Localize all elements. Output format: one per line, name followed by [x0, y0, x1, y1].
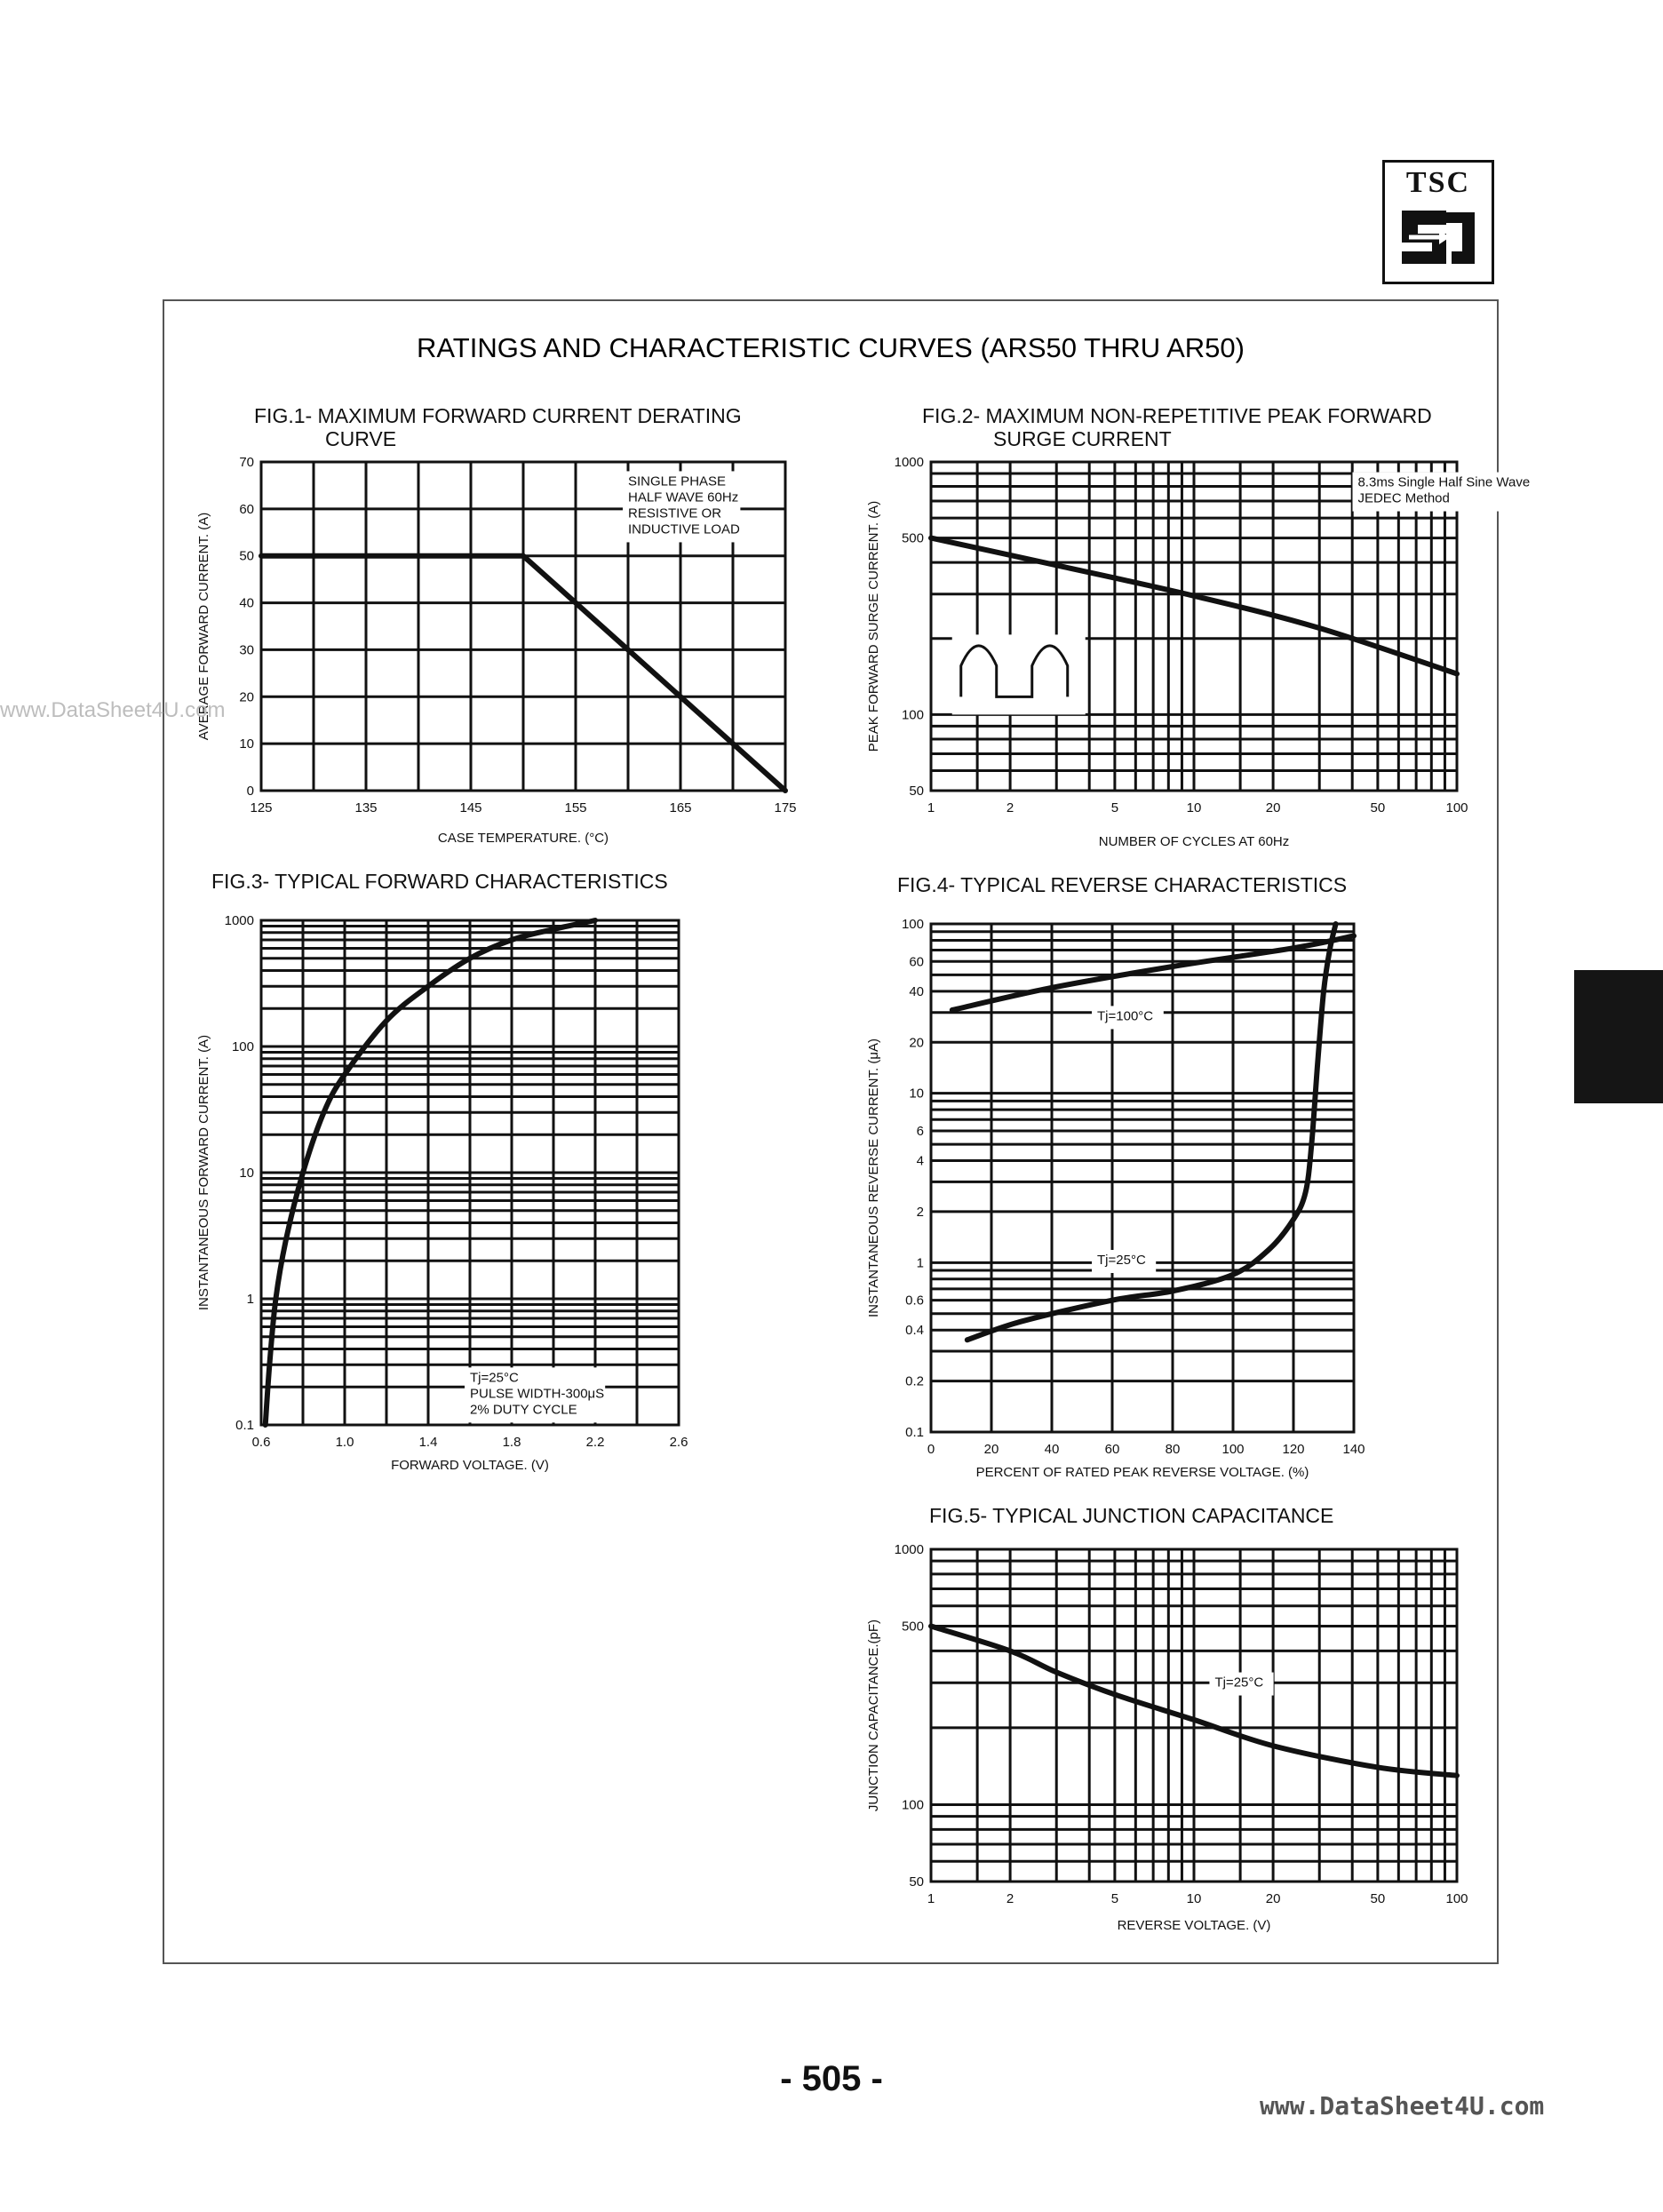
y-tick-label: 50 [239, 548, 254, 564]
x-tick-label: 20 [983, 1442, 999, 1457]
x-tick-label: 20 [1265, 1891, 1281, 1906]
x-tick-label: 80 [1165, 1442, 1181, 1457]
annotation-text: INDUCTIVE LOAD [628, 521, 740, 537]
y-axis-label: JUNCTION CAPACITANCE.(pF) [866, 1619, 881, 1812]
x-tick-label: 20 [1265, 800, 1281, 816]
y-tick-label: 50 [909, 784, 924, 799]
annotation-text: HALF WAVE 60Hz [628, 489, 739, 505]
annotation-text: Tj=25°C [1097, 1253, 1146, 1269]
x-tick-label: 120 [1282, 1442, 1305, 1457]
tsc-logo [1382, 160, 1494, 284]
y-tick-label: 100 [901, 917, 924, 932]
x-tick-label: 5 [1110, 800, 1119, 816]
chart-fig5 [866, 1504, 1468, 1933]
y-axis-label: PEAK FORWARD SURGE CURRENT. (A) [866, 500, 881, 752]
y-tick-label: 6 [916, 1123, 924, 1139]
chart-fig1 [196, 404, 797, 846]
y-tick-label: 60 [909, 954, 924, 970]
pulse-bg [952, 634, 1086, 714]
y-tick-label: 1000 [224, 913, 254, 928]
x-axis-label: PERCENT OF RATED PEAK REVERSE VOLTAGE. (%) [975, 1465, 1309, 1480]
x-tick-label: 2 [1006, 1891, 1015, 1906]
x-axis-label: FORWARD VOLTAGE. (V) [391, 1458, 549, 1473]
y-tick-label: 60 [239, 501, 254, 517]
y-tick-label: 100 [231, 1039, 254, 1054]
x-tick-label: 1.4 [418, 1435, 438, 1450]
annotation-text: 2% DUTY CYCLE [470, 1402, 577, 1418]
x-tick-label: 2.6 [669, 1435, 688, 1450]
chart-title: FIG.4- TYPICAL REVERSE CHARACTERISTICS [897, 873, 1348, 896]
annotation-text: Tj=25°C [470, 1370, 519, 1386]
y-tick-label: 30 [239, 642, 254, 658]
logo-text: TSC [1405, 166, 1471, 199]
x-tick-label: 1 [927, 800, 935, 816]
x-tick-label: 60 [1104, 1442, 1120, 1457]
y-tick-label: 1 [246, 1292, 254, 1307]
x-tick-label: 165 [669, 800, 692, 816]
y-tick-label: 20 [239, 689, 254, 705]
x-tick-label: 145 [459, 800, 482, 816]
x-axis-label: CASE TEMPERATURE. (°C) [437, 831, 609, 846]
y-tick-label: 500 [901, 1619, 924, 1635]
annotation-text: Tj=100°C [1097, 1008, 1154, 1024]
y-tick-label: 100 [901, 707, 924, 723]
y-tick-label: 0.1 [905, 1425, 924, 1440]
page-number: - 505 - [780, 2059, 883, 2098]
x-tick-label: 2 [1006, 800, 1015, 816]
y-tick-label: 4 [916, 1153, 924, 1169]
x-axis-label: REVERSE VOLTAGE. (V) [1117, 1918, 1271, 1933]
side-watermark: www.DataSheet4U.com [0, 698, 226, 722]
annotation-text: 8.3ms Single Half Sine Wave [1357, 474, 1531, 490]
x-tick-label: 1 [927, 1891, 935, 1906]
y-tick-label: 70 [239, 455, 254, 470]
chart-title: FIG.3- TYPICAL FORWARD CHARACTERISTICS [211, 870, 668, 893]
y-axis-label: AVERAGE FORWARD CURRENT. (A) [196, 512, 211, 741]
annotation-text: JEDEC Method [1357, 490, 1450, 506]
x-tick-label: 1.0 [335, 1435, 354, 1450]
x-tick-label: 40 [1044, 1442, 1060, 1457]
y-tick-label: 50 [909, 1874, 924, 1890]
charts-layer [196, 404, 1570, 1933]
x-tick-label: 100 [1445, 800, 1468, 816]
y-tick-label: 40 [239, 595, 254, 611]
x-tick-label: 1.8 [502, 1435, 521, 1450]
y-tick-label: 10 [909, 1086, 924, 1102]
chart-title: FIG.1- MAXIMUM FORWARD CURRENT DERATING [254, 404, 742, 427]
x-tick-label: 10 [1186, 1891, 1202, 1906]
y-tick-label: 0.1 [235, 1418, 254, 1433]
section-tab [1574, 970, 1663, 1103]
chart-fig3 [196, 870, 688, 1473]
x-tick-label: 125 [250, 800, 273, 816]
x-tick-label: 0.6 [251, 1435, 271, 1450]
annotation-text: SINGLE PHASE [628, 473, 727, 489]
y-tick-label: 1000 [894, 1542, 924, 1557]
chart-title: FIG.2- MAXIMUM NON-REPETITIVE PEAK FORWARD [922, 404, 1432, 427]
chart-fig2 [866, 404, 1570, 849]
y-axis-label: INSTANTANEOUS REVERSE CURRENT. (μA) [866, 1038, 881, 1317]
x-tick-label: 135 [354, 800, 378, 816]
annotation-text: Tj=25°C [1214, 1675, 1264, 1691]
y-tick-label: 40 [909, 983, 924, 999]
annotation-text: RESISTIVE OR [628, 505, 722, 521]
chart-fig4 [866, 873, 1365, 1480]
y-tick-label: 0.4 [905, 1323, 924, 1339]
x-tick-label: 10 [1186, 800, 1202, 816]
x-tick-label: 175 [774, 800, 797, 816]
y-tick-label: 0.2 [905, 1373, 924, 1389]
x-tick-label: 140 [1342, 1442, 1365, 1457]
y-tick-label: 500 [901, 530, 924, 546]
y-tick-label: 100 [901, 1797, 924, 1813]
x-tick-label: 50 [1370, 800, 1386, 816]
x-tick-label: 50 [1370, 1891, 1386, 1906]
y-tick-label: 10 [239, 736, 254, 752]
x-tick-label: 5 [1110, 1891, 1119, 1906]
footer-watermark: www.DataSheet4U.com [1260, 2091, 1545, 2120]
x-tick-label: 2.2 [585, 1435, 605, 1450]
y-axis-label: INSTANTANEOUS FORWARD CURRENT. (A) [196, 1034, 211, 1311]
y-tick-label: 1 [916, 1255, 924, 1271]
chart-title: FIG.5- TYPICAL JUNCTION CAPACITANCE [929, 1504, 1334, 1527]
main-title: RATINGS AND CHARACTERISTIC CURVES (ARS50 THRU AR50) [417, 332, 1245, 363]
y-tick-label: 0.6 [905, 1293, 924, 1309]
y-tick-label: 20 [909, 1035, 924, 1051]
x-tick-label: 155 [564, 800, 587, 816]
y-tick-label: 2 [916, 1204, 924, 1220]
y-tick-label: 0 [246, 784, 254, 799]
chart-title: SURGE CURRENT [993, 427, 1172, 450]
logo-symbol-icon [1382, 200, 1494, 282]
x-tick-label: 100 [1445, 1891, 1468, 1906]
x-tick-label: 100 [1221, 1442, 1245, 1457]
y-tick-label: 1000 [894, 455, 924, 470]
chart-title: CURVE [325, 427, 397, 450]
x-axis-label: NUMBER OF CYCLES AT 60Hz [1098, 834, 1290, 849]
y-tick-label: 10 [239, 1166, 254, 1181]
x-tick-label: 0 [927, 1442, 935, 1457]
annotation-text: PULSE WIDTH-300μS [470, 1386, 605, 1402]
